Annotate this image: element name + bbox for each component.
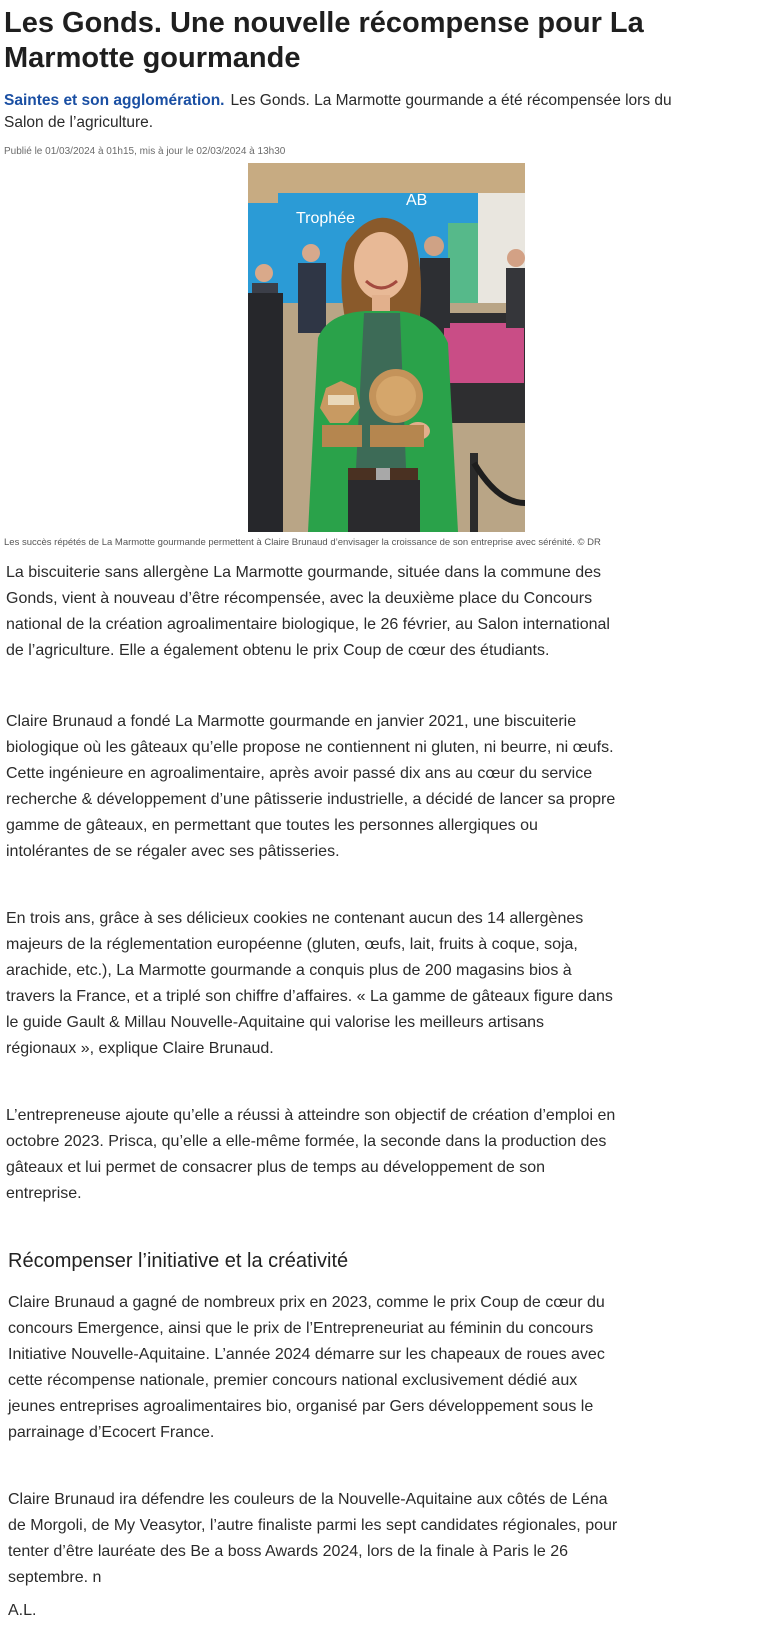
location-link[interactable]: Saintes et son agglomération. (4, 92, 225, 109)
sign-text-right: AB (406, 192, 428, 209)
publication-date: Publié le 01/03/2024 à 01h15, mis à jour le 02/03/2024 à 13h30 (4, 146, 286, 157)
paragraph: Claire Brunaud ira défendre les couleurs de la Nouvelle-Aquitaine aux côtés de Léna de Morgoli, de My Veasytor, l’autre finaliste parmi les sept candidates régionales, pour tenter d’être lauréate des Be a boss Awards 2024, lors de la finale à Paris le 26 septembre. n (8, 1491, 618, 1586)
paragraph: L’entrepreneuse ajoute qu’elle a réussi à atteindre son objectif de création d’emploi en octobre 2023. Prisca, qu’elle a elle-même formée, la seconde dans la production des gâteaux et lui permet de consacrer plus de temps au développement de son entreprise. (6, 1107, 616, 1202)
photo-caption: Les succès répétés de La Marmotte gourmande permettent à Claire Brunaud d’envisager la croissance de son entreprise avec sérénité. © DR (4, 537, 601, 548)
author-signature: A.L. (8, 1602, 37, 1619)
sign-text: Trophée (296, 210, 355, 227)
section-heading: Récompenser l’initiative et la créativité (8, 1250, 349, 1272)
paragraph: Claire Brunaud a fondé La Marmotte gourmande en janvier 2021, une biscuiterie biologique où les gâteaux qu’elle propose ne contiennent ni gluten, ni beurre, ni œufs. Cette ingénieure en agroalimentaire, après avoir passé dix ans au cœur du service recherche & développement d’une pâtisserie industrielle, a décidé de lancer sa propre gamme de gâteaux, en permettant que toutes les personnes allergiques ou intolérantes de se régaler avec ses pâtisseries. (6, 713, 616, 860)
article-title: Les Gonds. Une nouvelle récompense pour La Marmotte gourmande (4, 7, 644, 74)
photo-illustration (248, 163, 525, 532)
paragraph: La biscuiterie sans allergène La Marmotte gourmande, située dans la commune des Gonds, vient à nouveau d’être récompensée, avec la deuxième place du Concours national de la création agroalimentaire biologique, le 26 février, au Salon international de l’agriculture. Elle a également obtenu le prix Coup de cœur des étudiants. (6, 564, 610, 659)
article-lead (4, 90, 704, 134)
lead-text: Les Gonds. La Marmotte gourmande a été récompensée lors du Salon de l’agriculture. (4, 92, 672, 131)
paragraph: En trois ans, grâce à ses délicieux cookies ne contenant aucun des 14 allergènes majeurs de la réglementation européenne (gluten, œufs, lait, fruits à coque, soja, arachide, etc.), La Marmotte gourmande a conquis plus de 200 magasins bios à travers la France, et a triplé son chiffre d’affaires. « La gamme de gâteaux figure dans le guide Gault & Millau Nouvelle-Aquitaine qui valorise les meilleurs artisans régionaux », explique Claire Brunaud. (6, 910, 613, 1057)
paragraph: Claire Brunaud a gagné de nombreux prix en 2023, comme le prix Coup de cœur du concours Emergence, ainsi que le prix de l’Entrepreneuriat au féminin du concours Initiative Nouvelle-Aquitaine. L’année 2024 démarre sur les chapeaux de roues avec cette récompense nationale, premier concours national exclusivement dédié aux jeunes entreprises agroalimentaires bio, organisé par Gers développement sous le parrainage d’Ecocert France. (8, 1294, 605, 1441)
article-photo (248, 163, 525, 532)
